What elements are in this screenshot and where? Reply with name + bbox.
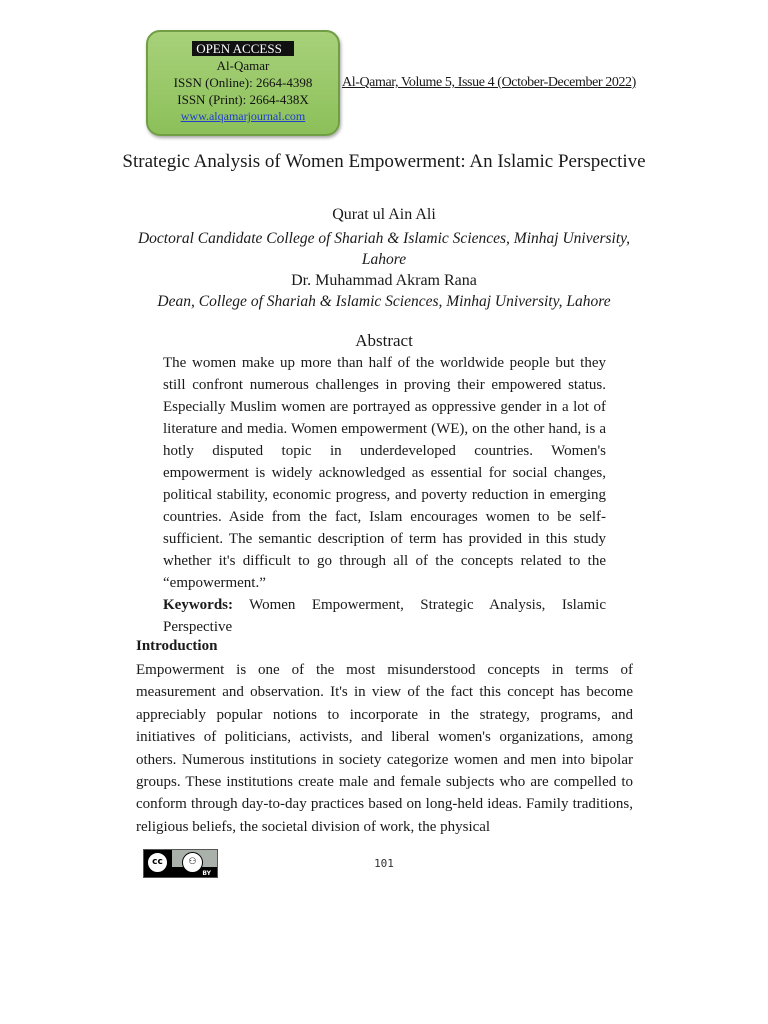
attribution-person-icon: ⚇	[182, 852, 203, 873]
open-access-label: OPEN ACCESS	[192, 41, 294, 56]
author-name: Qurat ul Ain Ali	[332, 206, 436, 223]
issn-print: ISSN (Print): 2664-438X	[177, 92, 309, 107]
by-label: BY	[202, 870, 211, 877]
page-number: 101	[374, 857, 394, 870]
keywords-text: Women Empowerment, Strategic Analysis, Islamic Perspective	[163, 597, 606, 635]
introduction-text: Empowerment is one of the most misunderstood concepts in terms of measurement and observation. It's in view of the fact this concept has become appreciably popular notions to incorporate in the strategy, programs, and initiatives of politicians, activists, and liberal women's organizations, among others. Numerous institutions in society categorize women and men into bipolar groups. These institutions create male and female subjects who are compelled to conform through day-to-day practices based on long-held ideas. Family traditions, religious beliefs, the societal division of work, the physical	[136, 662, 633, 835]
abstract-text: The women make up more than half of the worldwide people but they still confront numerous challenges in proving their empowered status. Especially Muslim women are portrayed as oppressive gender in a lot of literature and media. Women empowerment (WE), on the other hand, is a hotly disputed topic in underdeveloped countries. Women's empowerment is widely acknowledged as essential for social changes, political stability, economic progress, and poverty reduction in emerging countries. Aside from the fact, Islam encourages women to be self-sufficient. The semantic description of term has provided in this study whether it's difficult to go through all of the concepts related to the “empowerment.”	[163, 355, 606, 591]
paper-title: Strategic Analysis of Women Empowerment: An Islamic Perspective	[122, 151, 646, 172]
author-affiliation: Doctoral Candidate College of Shariah & Islamic Sciences, Minhaj University, Lahore	[137, 230, 631, 268]
keywords-label: Keywords:	[163, 597, 233, 613]
keywords	[163, 594, 606, 638]
author-affiliation: Dean, College of Shariah & Islamic Sciences, Minhaj University, Lahore	[157, 293, 611, 310]
issn-online: ISSN (Online): 2664-4398	[173, 75, 313, 90]
creative-commons-icon: cc	[147, 852, 168, 873]
abstract-heading: Abstract	[355, 331, 413, 350]
journal-reference: Al-Qamar, Volume 5, Issue 4 (October-December 2022)	[342, 75, 636, 90]
open-access-badge	[146, 30, 340, 136]
journal-website-link[interactable]: www.alqamarjournal.com	[180, 109, 306, 123]
journal-name: Al-Qamar	[216, 58, 270, 73]
introduction-heading: Introduction	[136, 638, 218, 654]
author-name: Dr. Muhammad Akram Rana	[291, 272, 477, 289]
